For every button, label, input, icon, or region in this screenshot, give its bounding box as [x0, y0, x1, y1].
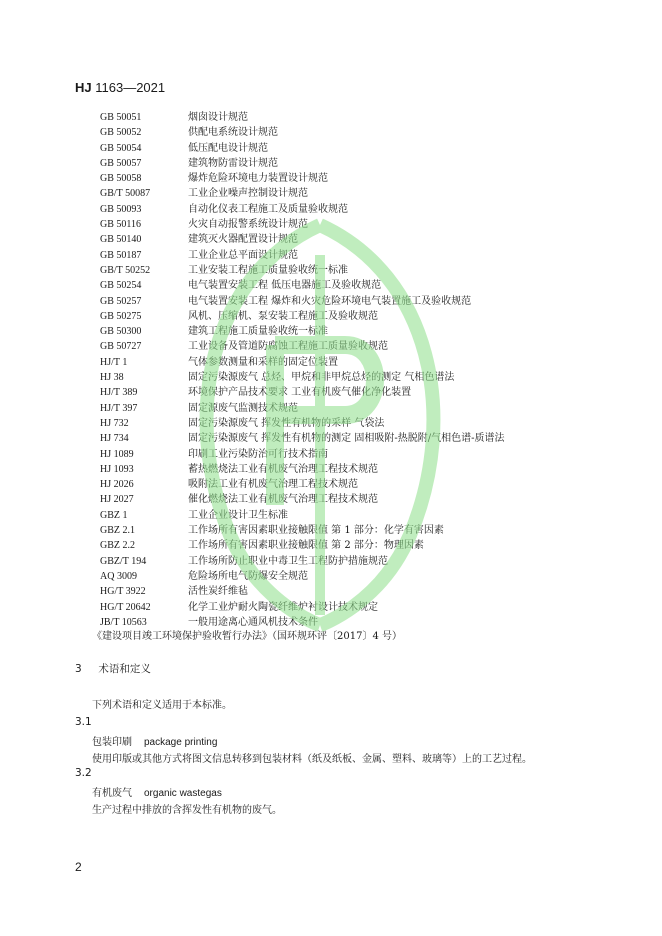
reference-title: 固定污染源废气 挥发性有机物的采样 气袋法 [188, 417, 385, 429]
reference-row [100, 554, 504, 569]
reference-code: GB 50187 [100, 249, 142, 261]
reference-code: GB 50727 [100, 341, 142, 353]
reference-row [100, 462, 504, 477]
reference-code: HJ/T 397 [100, 402, 138, 414]
reference-row [100, 385, 504, 400]
reference-code: GBZ 1 [100, 509, 128, 521]
reference-code: GB 50093 [100, 203, 142, 215]
reference-row [100, 278, 504, 293]
reference-code: GB 50058 [100, 173, 142, 185]
reference-code: GB 50051 [100, 112, 142, 123]
reference-title: 催化燃烧法工业有机废气治理工程技术规范 [188, 494, 378, 506]
reference-row [100, 477, 504, 492]
reference-title: 危险场所电气防爆安全规范 [188, 570, 308, 582]
reference-title: 工业设备及管道防腐蚀工程施工质量验收规范 [188, 341, 388, 353]
reference-code: HJ/T 1 [100, 356, 128, 368]
normative-references-list [100, 110, 504, 630]
reference-row [100, 569, 504, 584]
reference-row [100, 523, 504, 538]
reference-row [100, 156, 504, 171]
reference-code: GB/T 50252 [100, 264, 151, 276]
term-heading [92, 733, 217, 748]
reference-code: HJ 2027 [100, 494, 134, 506]
reference-row [100, 232, 504, 247]
reference-code: AQ 3009 [100, 570, 137, 582]
reference-row [100, 141, 504, 156]
term-cn: 有机废气 [92, 788, 132, 799]
reference-row [100, 508, 504, 523]
reference-row [100, 309, 504, 324]
reference-title: 烟囱设计规范 [188, 112, 248, 123]
reference-row [100, 110, 504, 125]
reference-code: HJ/T 389 [100, 387, 138, 399]
reference-title: 一般用途离心通风机技术条件 [188, 616, 318, 628]
reference-title: 工作场所防止职业中毒卫生工程防护措施规范 [188, 555, 388, 567]
reference-title: 固定源废气监测技术规范 [188, 402, 298, 414]
reference-code: GB 50052 [100, 127, 142, 139]
reference-title: 低压配电设计规范 [188, 142, 268, 154]
reference-title: 自动化仪表工程施工及质量验收规范 [188, 203, 348, 215]
reference-row [100, 370, 504, 385]
standard-prefix: HJ [75, 80, 92, 95]
reference-code: HJ 38 [100, 372, 124, 384]
reference-row [100, 171, 504, 186]
reference-code: GB 50275 [100, 310, 142, 322]
reference-title: 供配电系统设计规范 [188, 127, 278, 139]
reference-row [100, 217, 504, 232]
reference-title: 建筑工程施工质量验收统一标准 [188, 326, 328, 338]
reference-row [100, 416, 504, 431]
reference-row [100, 431, 504, 446]
reference-row [100, 324, 504, 339]
reference-code: GB 50257 [100, 295, 142, 307]
reference-title: 建筑物防雷设计规范 [188, 157, 278, 169]
reference-row [100, 584, 504, 599]
reference-title: 工业企业噪声控制设计规范 [188, 188, 308, 200]
reference-row [100, 263, 504, 278]
reference-code: HJ 734 [100, 433, 129, 445]
section-intro: 下列术语和定义适用于本标准。 [92, 700, 232, 711]
reference-code: GB 50057 [100, 157, 142, 169]
reference-row [100, 186, 504, 201]
term-cn: 包装印刷 [92, 737, 132, 748]
reference-title: 化学工业炉耐火陶瓷纤维炉衬设计技术规定 [188, 601, 378, 613]
document-reference: 《建设项目竣工环境保护验收暂行办法》（国环规环评〔2017〕4 号） [92, 631, 402, 642]
reference-code: GB 50116 [100, 219, 142, 231]
reference-code: GBZ/T 194 [100, 555, 147, 567]
reference-row [100, 248, 504, 263]
reference-title: 建筑灭火器配置设计规范 [188, 234, 298, 246]
reference-row [100, 401, 504, 416]
term-en: organic wastegas [144, 788, 222, 799]
term-heading [92, 784, 222, 799]
reference-row [100, 294, 504, 309]
reference-code: HJ 732 [100, 417, 129, 429]
reference-code: HJ 2026 [100, 479, 134, 491]
reference-row [100, 538, 504, 553]
reference-title: 工作场所有害因素职业接触限值 第 1 部分：化学有害因素 [188, 525, 444, 537]
reference-code: HG/T 20642 [100, 601, 151, 613]
reference-title: 工业安装工程施工质量验收统一标准 [188, 264, 348, 276]
reference-title: 工业企业总平面设计规范 [188, 249, 298, 261]
reference-title: 爆炸危险环境电力装置设计规范 [188, 173, 328, 185]
reference-title: 固定污染源废气 总烃、甲烷和非甲烷总烃的测定 气相色谱法 [188, 372, 455, 384]
reference-code: HJ 1093 [100, 463, 134, 475]
reference-code: GB 50300 [100, 326, 142, 338]
reference-code: HJ 1089 [100, 448, 134, 460]
reference-code: GB 50140 [100, 234, 142, 246]
section-number: 3 [75, 663, 82, 675]
standard-number: 1163—2021 [95, 80, 166, 95]
reference-title: 风机、压缩机、泵安装工程施工及验收规范 [188, 310, 378, 322]
reference-title: 工业企业设计卫生标准 [188, 509, 288, 521]
section-title: 术语和定义 [98, 663, 151, 675]
reference-title: 印刷工业污染防治可行技术指南 [188, 448, 328, 460]
reference-code: GBZ 2.1 [100, 525, 135, 537]
reference-code: GB/T 50087 [100, 188, 151, 200]
reference-row [100, 355, 504, 370]
reference-title: 固定污染源废气 挥发性有机物的测定 固相吸附-热脱附/气相色谱-质谱法 [188, 433, 505, 445]
reference-title: 蓄热燃烧法工业有机废气治理工程技术规范 [188, 463, 378, 475]
reference-title: 活性炭纤维毡 [188, 586, 248, 598]
term-definition: 生产过程中排放的含挥发性有机物的废气。 [92, 805, 282, 816]
reference-title: 火灾自动报警系统设计规范 [188, 219, 308, 231]
reference-row [100, 339, 504, 354]
reference-code: GB 50254 [100, 280, 142, 292]
reference-title: 吸附法工业有机废气治理工程技术规范 [188, 479, 358, 491]
term-definition: 使用印版或其他方式将图文信息转移到包装材料（纸及纸板、金属、塑料、玻璃等）上的工艺过程。 [92, 754, 532, 765]
reference-row [100, 492, 504, 507]
reference-title: 气体参数测量和采样的固定位装置 [188, 356, 338, 368]
reference-code: GB 50054 [100, 142, 142, 154]
term-en: package printing [144, 737, 218, 748]
reference-title: 电气装置安装工程 低压电器施工及验收规范 [188, 280, 382, 292]
document-header [75, 80, 165, 95]
reference-code: GBZ 2.2 [100, 540, 135, 552]
reference-row [100, 202, 504, 217]
term-number: 3.2 [75, 767, 92, 779]
reference-title: 电气装置安装工程 爆炸和火灾危险环境电气装置施工及验收规范 [188, 295, 472, 307]
section-heading [75, 661, 151, 676]
reference-code: JB/T 10563 [100, 616, 147, 628]
reference-title: 工作场所有害因素职业接触限值 第 2 部分：物理因素 [188, 540, 424, 552]
page-number: 2 [75, 860, 82, 874]
reference-code: HG/T 3922 [100, 586, 146, 598]
reference-row [100, 125, 504, 140]
term-number: 3.1 [75, 716, 92, 728]
reference-title: 环境保护产品技术要求 工业有机废气催化净化装置 [188, 387, 412, 399]
reference-row [100, 600, 504, 615]
reference-row [100, 447, 504, 462]
